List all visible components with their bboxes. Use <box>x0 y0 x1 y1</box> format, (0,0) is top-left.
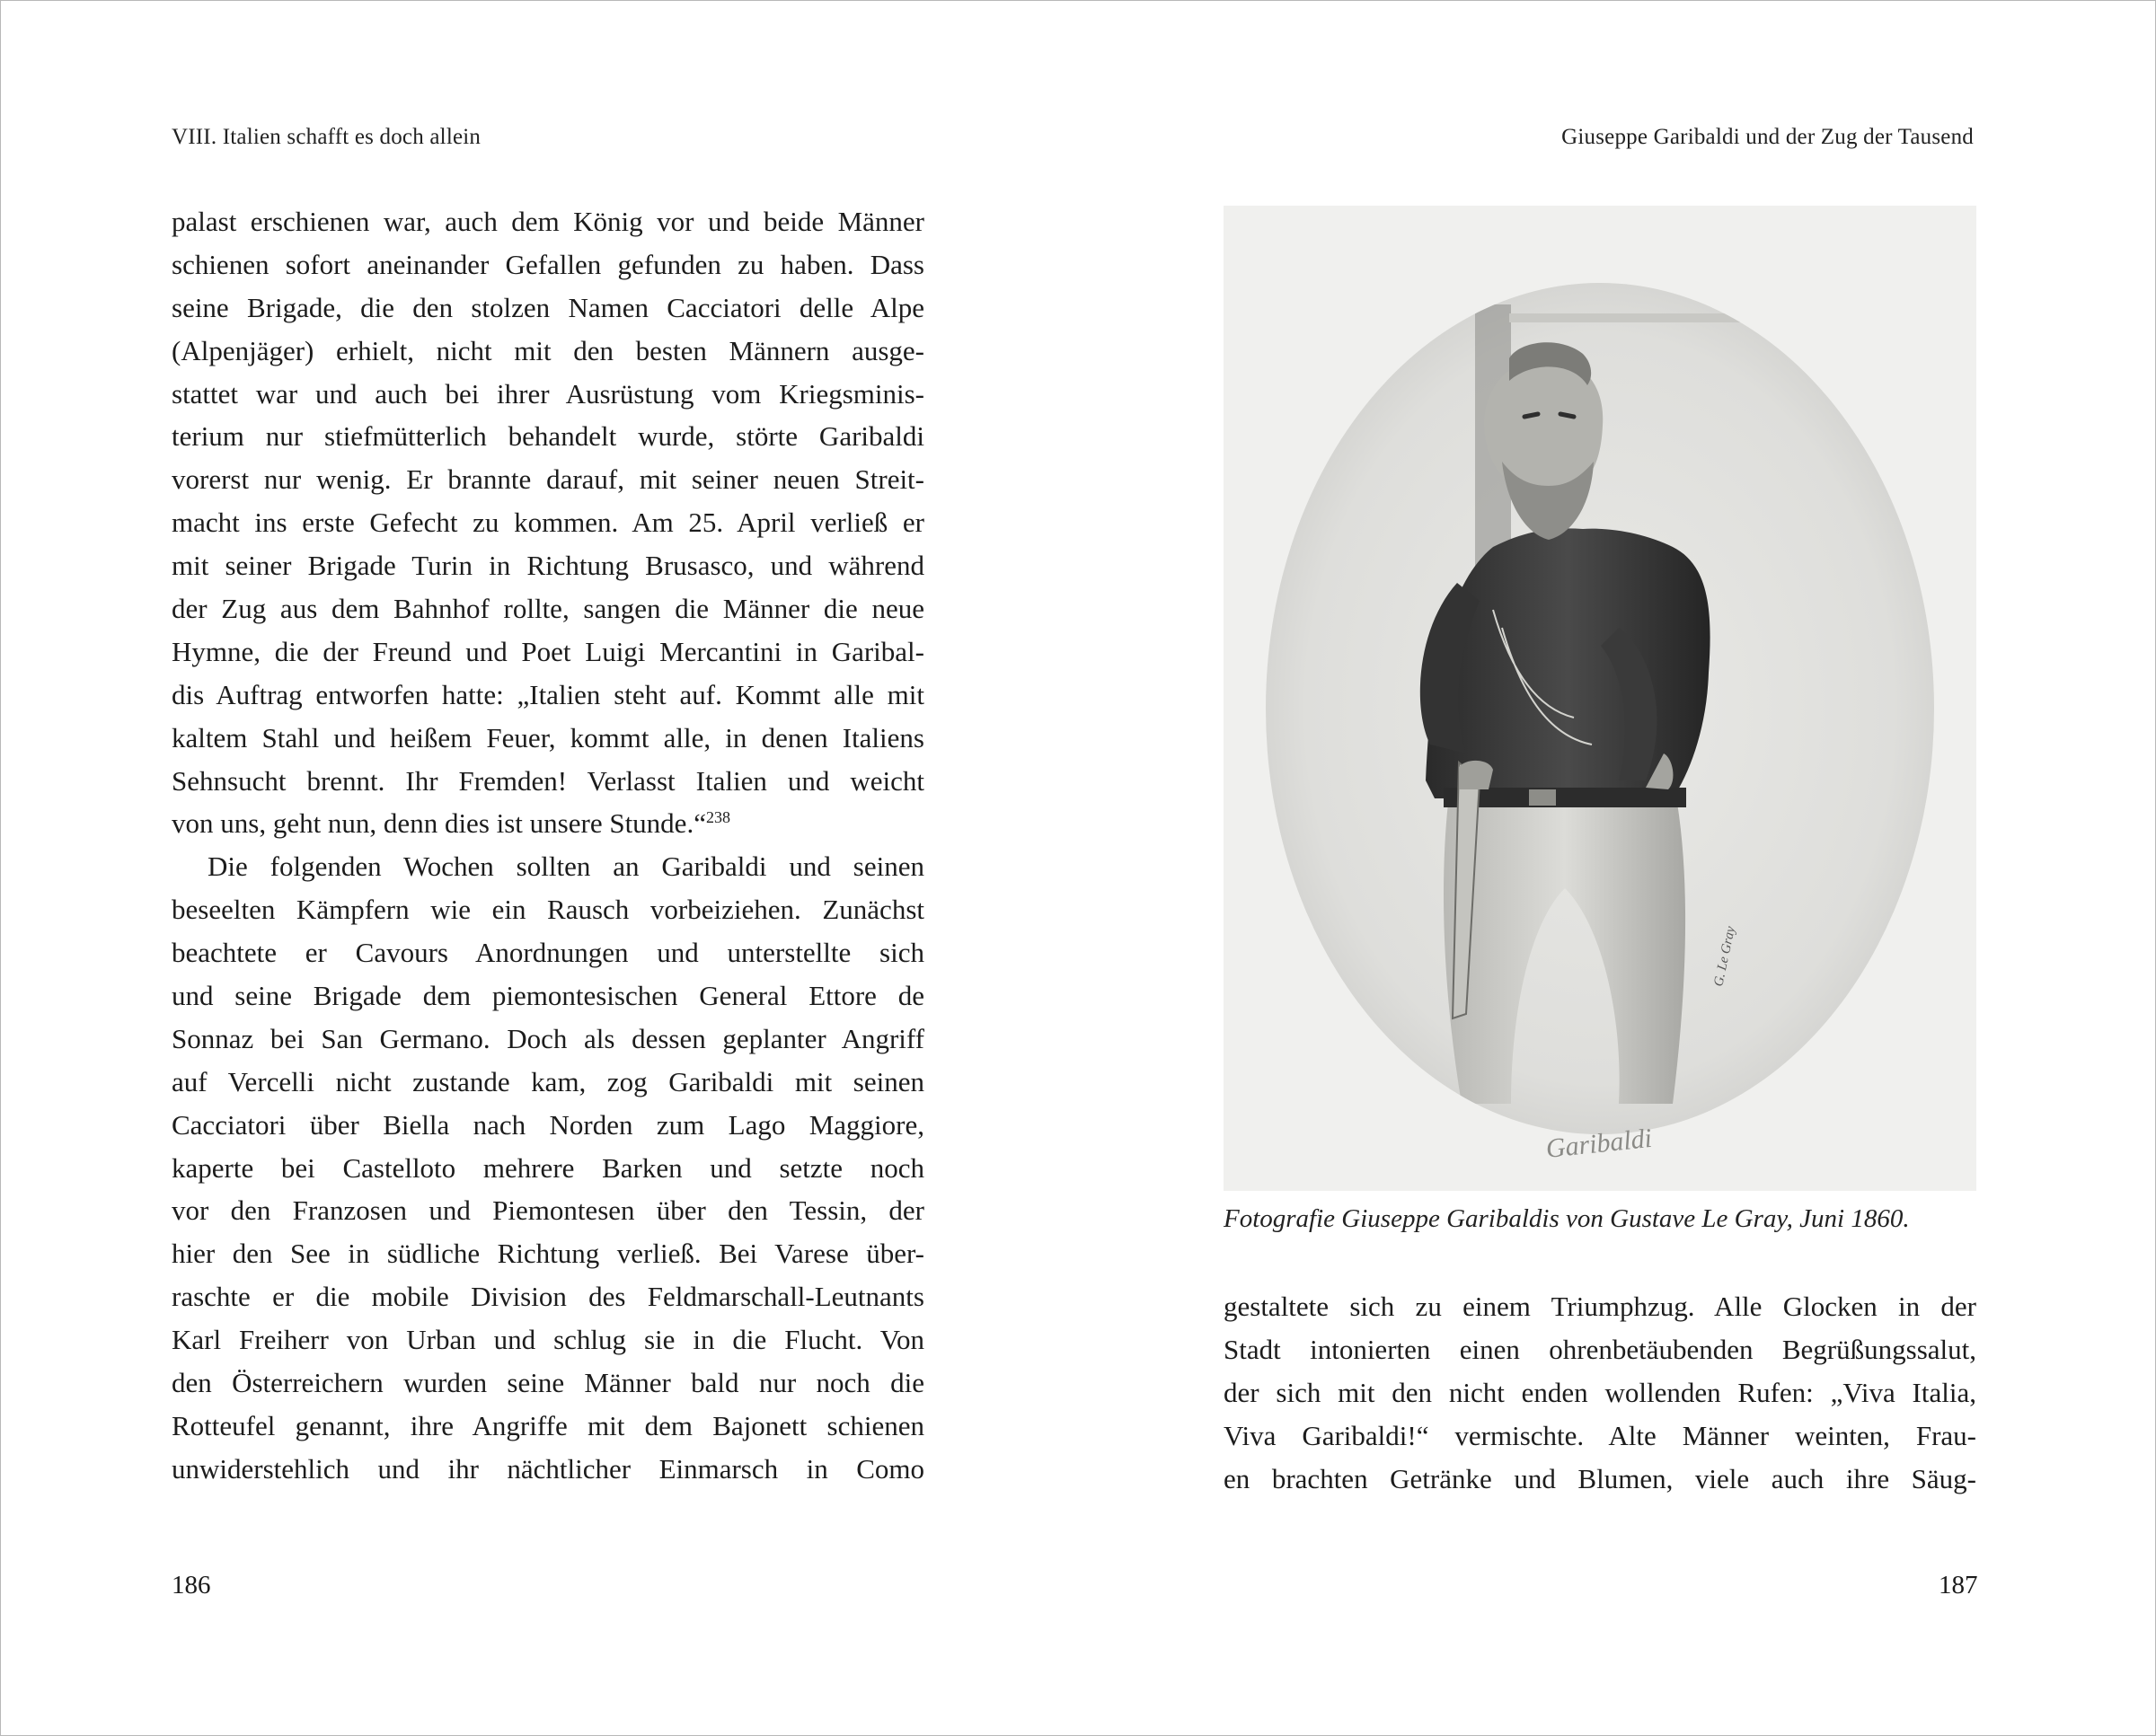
body-line: Sonnaz bei San Germano. Doch als dessen geplanter Angriff <box>172 1022 924 1054</box>
left-page-body <box>172 200 924 1491</box>
photographer-signature-mark: G. Le Gray <box>1711 925 1739 988</box>
body-line: Viva Garibaldi!“ vermischte. Alte Männer weinten, Frau- <box>1224 1419 1976 1451</box>
body-line: Stadt intonierten einen ohrenbetäubenden Begrüßungssalut, <box>1224 1333 1976 1365</box>
body-line: schienen sofort aneinander Gefallen gefunden zu haben. Dass <box>172 248 924 280</box>
body-line: palast erschienen war, auch dem König vor und beide Männer <box>172 206 924 237</box>
photo-caption: Fotografie Giuseppe Garibaldis von Gustave Le Gray, Juni 1860. <box>1224 1204 1910 1233</box>
body-line: beseelten Kämpfern wie ein Rausch vorbeiziehen. Zunächst <box>172 894 924 926</box>
body-line: vorerst nur wenig. Er brannte darauf, mit seiner neuen Streit- <box>172 463 924 496</box>
body-line: raschte er die mobile Division des Feldmarschall-Leutnants <box>172 1281 924 1313</box>
handwritten-signature: Garibaldi <box>1544 1123 1654 1164</box>
body-line: vor den Franzosen und Piemontesen über den Tessin, der <box>172 1194 924 1227</box>
body-line: den Österreichern wurden seine Männer bald nur noch die <box>172 1367 924 1399</box>
body-line: terium nur stiefmütterlich behandelt wurde, störte Garibaldi <box>172 420 924 453</box>
right-page-body <box>1224 1285 1976 1500</box>
body-line: gestaltete sich zu einem Triumphzug. Alle Glocken in der <box>1224 1291 1976 1322</box>
running-head-right: Giuseppe Garibaldi und der Zug der Tausend <box>1561 125 1974 149</box>
body-line: unwiderstehlich und ihr nächtlicher Einmarsch in Como <box>172 1452 924 1485</box>
body-line: macht ins erste Gefecht zu kommen. Am 25. April verließ er <box>172 507 924 539</box>
body-line: dis Auftrag entworfen hatte: „Italien steht auf. Kommt alle mit <box>172 678 924 710</box>
body-line: en brachten Getränke und Blumen, viele auch ihre Säug- <box>1224 1462 1976 1494</box>
running-head-left: VIII. Italien schafft es doch allein <box>172 125 482 149</box>
body-line: Die folgenden Wochen sollten an Garibaldi und seinen <box>208 850 924 883</box>
body-line: mit seiner Brigade Turin in Richtung Brusasco, und während <box>172 550 924 582</box>
photo-illustration <box>1224 206 1976 1191</box>
footnote-reference[interactable]: 238 <box>705 808 730 827</box>
body-line: Karl Freiherr von Urban und schlug sie in die Flucht. Von <box>172 1324 924 1356</box>
body-line: Hymne, die der Freund und Poet Luigi Mercantini in Garibal- <box>172 635 924 667</box>
body-line: Cacciatori über Biella nach Norden zum Lago Maggiore, <box>172 1108 924 1141</box>
page-number-right: 187 <box>1939 1571 1978 1599</box>
body-line: Rotteufel genannt, ihre Angriffe mit dem Bajonett schienen <box>172 1409 924 1441</box>
page-number-left: 186 <box>172 1571 211 1599</box>
body-line: der Zug aus dem Bahnhof rollte, sangen die Männer die neue <box>172 593 924 625</box>
body-line: auf Vercelli nicht zustande kam, zog Garibaldi mit seinen <box>172 1065 924 1097</box>
body-line: kaltem Stahl und heißem Feuer, kommt alle, in denen Italiens <box>172 721 924 753</box>
body-line: und seine Brigade dem piemontesischen General Ettore de <box>172 980 924 1012</box>
body-line-with-footnote <box>172 802 924 845</box>
body-line: seine Brigade, die den stolzen Namen Cacciatori delle Alpe <box>172 291 924 323</box>
body-line: Sehnsucht brennt. Ihr Fremden! Verlasst Italien und weicht <box>172 764 924 797</box>
body-line: beachtete er Cavours Anordnungen und unterstellte sich <box>172 937 924 969</box>
body-line: hier den See in südliche Richtung verließ. Bei Varese über- <box>172 1238 924 1270</box>
body-line: (Alpenjäger) erhielt, nicht mit den besten Männern ausge- <box>172 334 924 366</box>
body-line: der sich mit den nicht enden wollenden Rufen: „Viva Italia, <box>1224 1376 1976 1408</box>
body-line: kaperte bei Castelloto mehrere Barken und setzte noch <box>172 1151 924 1184</box>
garibaldi-photograph <box>1224 206 1976 1191</box>
body-line-text: von uns, geht nun, denn dies ist unsere Stunde.“ <box>172 807 706 840</box>
body-line: stattet war und auch bei ihrer Ausrüstung vom Kriegsminis- <box>172 377 924 410</box>
